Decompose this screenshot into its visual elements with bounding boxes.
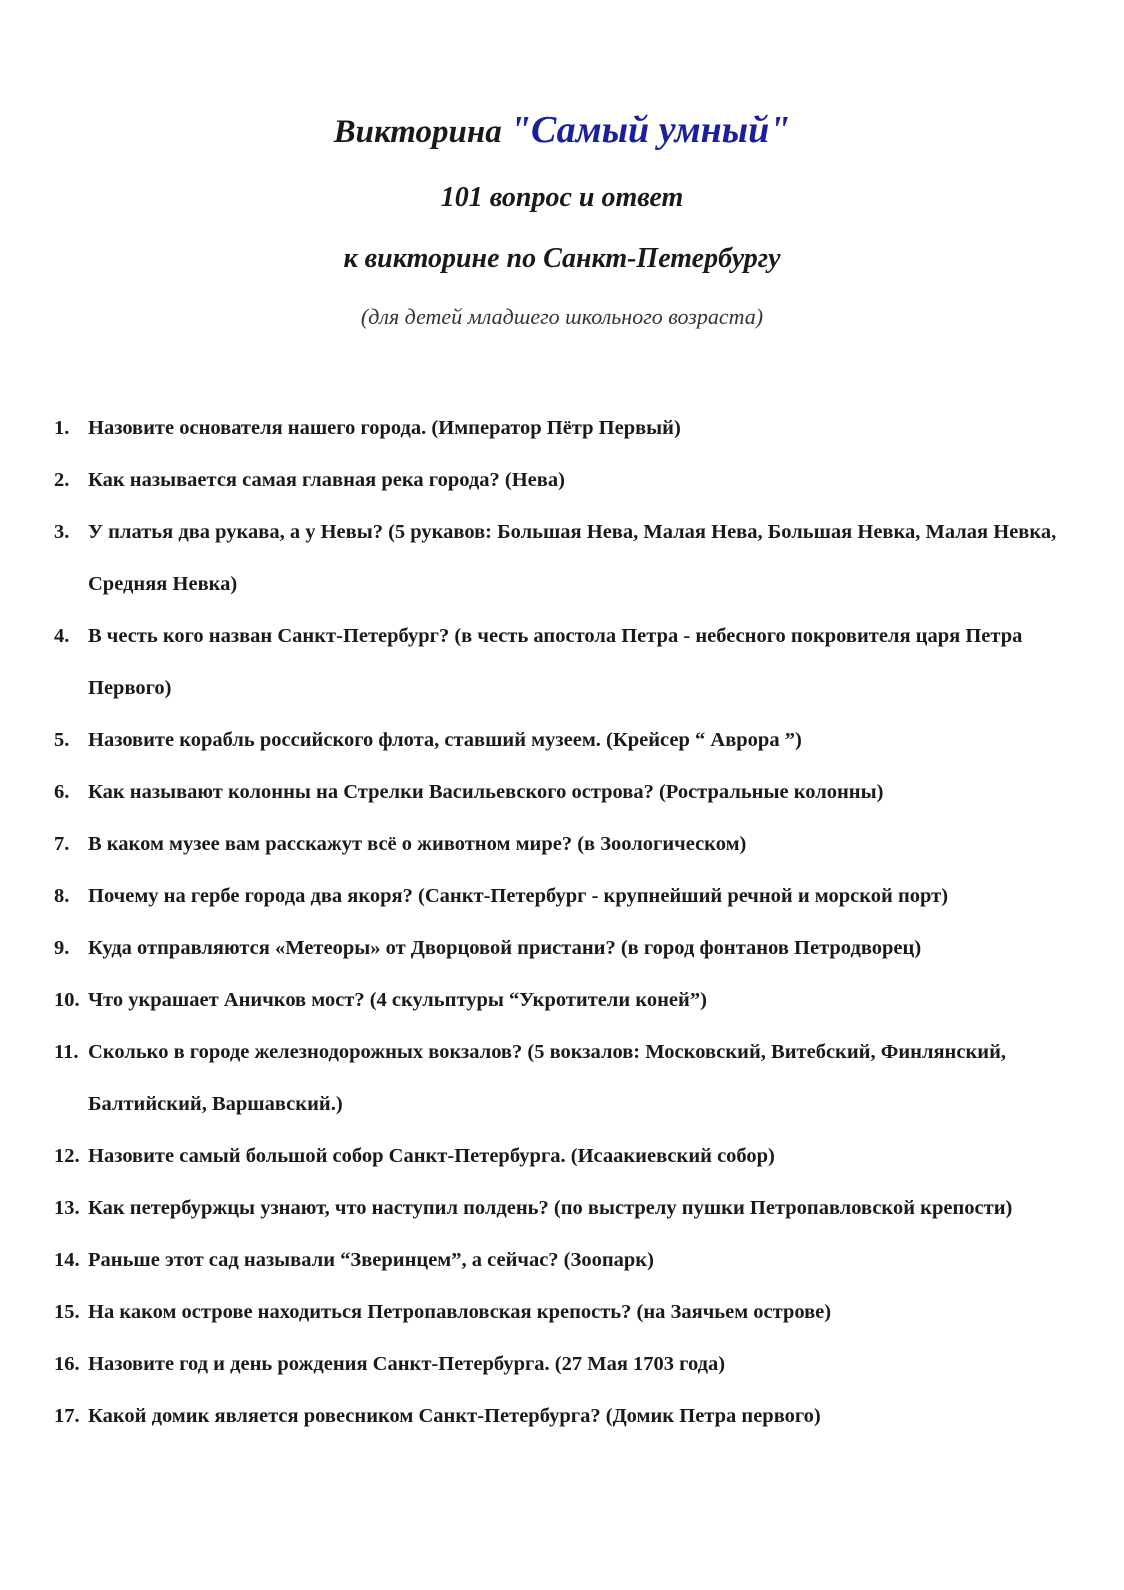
question-number: 3. — [54, 521, 70, 543]
question-text: Назовите основателя нашего города. (Император Пётр Первый) — [88, 417, 681, 439]
question-item — [54, 610, 1094, 714]
question-item — [54, 974, 1094, 1026]
question-item — [54, 766, 1094, 818]
question-number: 5. — [54, 729, 70, 751]
question-item — [54, 1286, 1094, 1338]
question-number: 16. — [54, 1353, 80, 1375]
quiz-subtitle-topic: к викторине по Санкт-Петербургу — [343, 243, 781, 274]
question-number: 14. — [54, 1249, 80, 1271]
question-item — [54, 922, 1094, 974]
question-text: Какой домик является ровесником Санкт-Петербурга? (Домик Петра первого) — [88, 1405, 821, 1427]
question-text: В каком музее вам расскажут всё о животном мире? (в Зоологическом) — [88, 833, 747, 855]
question-text: Сколько в городе железнодорожных вокзалов? (5 вокзалов: Московский, Витебский, Финлянский, Балтийский, Варшавский.) — [88, 1041, 1007, 1115]
question-text: Почему на гербе города два якоря? (Санкт-Петербург - крупнейший речной и морской порт) — [88, 885, 949, 907]
question-number: 7. — [54, 833, 70, 855]
question-number: 13. — [54, 1197, 80, 1219]
question-text: Как называется самая главная река города? (Нева) — [88, 469, 565, 491]
question-list — [54, 402, 1094, 1442]
question-text: Назовите год и день рождения Санкт-Петербурга. (27 Мая 1703 года) — [88, 1353, 726, 1375]
question-item — [54, 714, 1094, 766]
question-number: 10. — [54, 989, 80, 1011]
question-text: Назовите корабль российского флота, ставший музеем. (Крейсер “ Аврора ”) — [88, 729, 802, 751]
question-number: 11. — [54, 1041, 79, 1063]
question-text: На каком острове находиться Петропавловская крепость? (на Заячьем острове) — [88, 1301, 832, 1323]
question-number: 9. — [54, 937, 70, 959]
quiz-title-prefix: Викторина — [333, 114, 510, 150]
question-text: В честь кого назван Санкт-Петербург? (в честь апостола Петра - небесного покровителя царя Петра Первого) — [88, 625, 1023, 699]
question-number: 6. — [54, 781, 70, 803]
question-text: Раньше этот сад называли “Зверинцем”, а сейчас? (Зоопарк) — [88, 1249, 654, 1271]
question-number: 15. — [54, 1301, 80, 1323]
question-number: 12. — [54, 1145, 80, 1167]
question-text: Как называют колонны на Стрелки Васильевского острова? (Ростральные колонны) — [88, 781, 884, 803]
quiz-subtitle-count: 101 вопрос и ответ — [440, 182, 684, 213]
question-item — [54, 1390, 1094, 1442]
question-item — [54, 1026, 1094, 1130]
question-number: 2. — [54, 469, 70, 491]
question-text: Куда отправляются «Метеоры» от Дворцовой пристани? (в город фонтанов Петродворец) — [88, 937, 922, 959]
quiz-title-name: "Самый умный" — [509, 109, 791, 151]
question-item — [54, 1234, 1094, 1286]
question-number: 8. — [54, 885, 70, 907]
question-number: 17. — [54, 1405, 80, 1427]
quiz-title — [0, 108, 1124, 154]
question-number: 1. — [54, 417, 70, 439]
question-text: Назовите самый большой собор Санкт-Петербурга. (Исаакиевский собор) — [88, 1145, 775, 1167]
question-item — [54, 1130, 1094, 1182]
question-item — [54, 506, 1094, 610]
quiz-audience-note: (для детей младшего школьного возраста) — [360, 304, 764, 329]
question-item — [54, 1182, 1094, 1234]
question-text: У платья два рукава, а у Невы? (5 рукавов: Большая Нева, Малая Нева, Большая Невка, Малая Невка, Средняя Невка) — [88, 521, 1057, 595]
question-item — [54, 402, 1094, 454]
question-item — [54, 818, 1094, 870]
question-text: Что украшает Аничков мост? (4 скульптуры “Укротители коней”) — [88, 989, 707, 1011]
question-item — [54, 454, 1094, 506]
question-number: 4. — [54, 625, 70, 647]
question-item — [54, 1338, 1094, 1390]
question-item — [54, 870, 1094, 922]
question-text: Как петербуржцы узнают, что наступил полдень? (по выстрелу пушки Петропавловской крепости) — [88, 1197, 1013, 1219]
